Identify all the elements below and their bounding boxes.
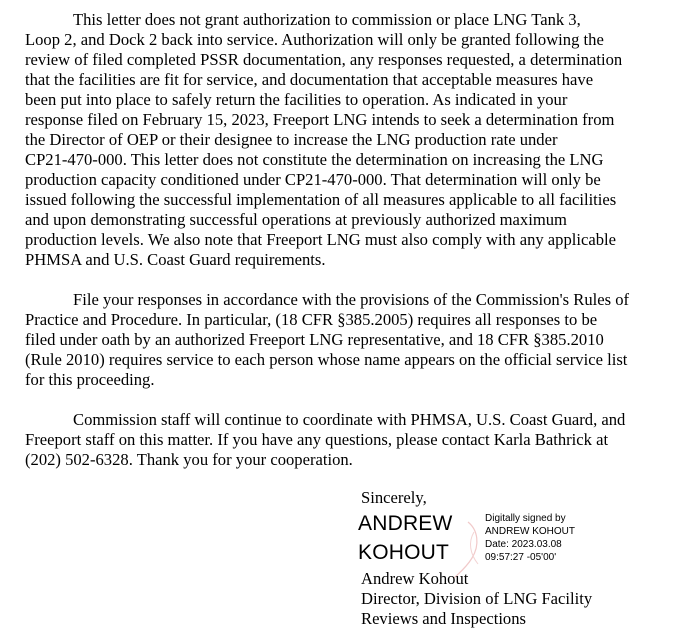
signature-name-first: ANDREW	[358, 512, 453, 535]
text-line: File your responses in accordance with the provisions of the Commission's Rules of	[73, 290, 630, 309]
text-line: Loop 2, and Dock 2 back into service. Authorization will only be granted following the	[25, 30, 604, 49]
closing-salutation: Sincerely,	[361, 488, 427, 507]
signature-name-last: KOHOUT	[358, 541, 450, 564]
digital-signature-details	[485, 512, 575, 564]
text-line: (Rule 2010) requires service to each person whose name appears on the official service list	[25, 350, 628, 369]
signer-title-continued: Reviews and Inspections	[361, 609, 526, 628]
paragraph-responses	[25, 290, 675, 390]
text-line: PHMSA and U.S. Coast Guard requirements.	[25, 250, 326, 269]
text-line: CP21-470-000. This letter does not constitute the determination on increasing the LNG	[25, 150, 604, 169]
text-line: Freeport staff on this matter. If you have any questions, please contact Karla Bathrick at	[25, 430, 609, 449]
signer-block	[361, 569, 592, 629]
signature-detail-line: Digitally signed by	[485, 513, 566, 524]
text-line: and upon demonstrating successful operations at previously authorized maximum	[25, 210, 567, 229]
text-line: (202) 502-6328. Thank you for your cooperation.	[25, 450, 353, 469]
text-line: production capacity conditioned under CP21-470-000. That determination will only be	[25, 170, 601, 189]
text-line: review of filed completed PSSR documentation, any responses requested, a determination	[25, 50, 623, 69]
text-line: Commission staff will continue to coordinate with PHMSA, U.S. Coast Guard, and	[73, 410, 626, 429]
text-line: that the facilities are fit for service, and documentation that acceptable measures have	[25, 70, 594, 89]
paragraph-contact	[25, 410, 675, 470]
text-line: response filed on February 15, 2023, Freeport LNG intends to seek a determination from	[25, 110, 615, 129]
signature-detail-line: Date: 2023.03.08	[485, 539, 562, 550]
signature-detail-line: ANDREW KOHOUT	[485, 526, 575, 537]
paragraph-authorization	[25, 10, 675, 270]
text-line: issued following the successful implementation of all measures applicable to all facilities	[25, 190, 617, 209]
text-line: been put into place to safely return the facilities to operation. As indicated in your	[25, 90, 568, 109]
signer-name: Andrew Kohout	[361, 569, 469, 588]
text-line: production levels. We also note that Freeport LNG must also comply with any applicable	[25, 230, 616, 249]
signer-title: Director, Division of LNG Facility	[361, 589, 593, 608]
text-line: Practice and Procedure. In particular, (18 CFR §385.2005) requires all responses to be	[25, 310, 598, 329]
signature-detail-line: 09:57:27 -05'00'	[485, 552, 557, 563]
text-line: for this proceeding.	[25, 370, 155, 389]
text-line: filed under oath by an authorized Freeport LNG representative, and 18 CFR §385.2010	[25, 330, 604, 349]
text-line: This letter does not grant authorization to commission or place LNG Tank 3,	[73, 10, 581, 29]
text-line: the Director of OEP or their designee to increase the LNG production rate under	[25, 130, 558, 149]
